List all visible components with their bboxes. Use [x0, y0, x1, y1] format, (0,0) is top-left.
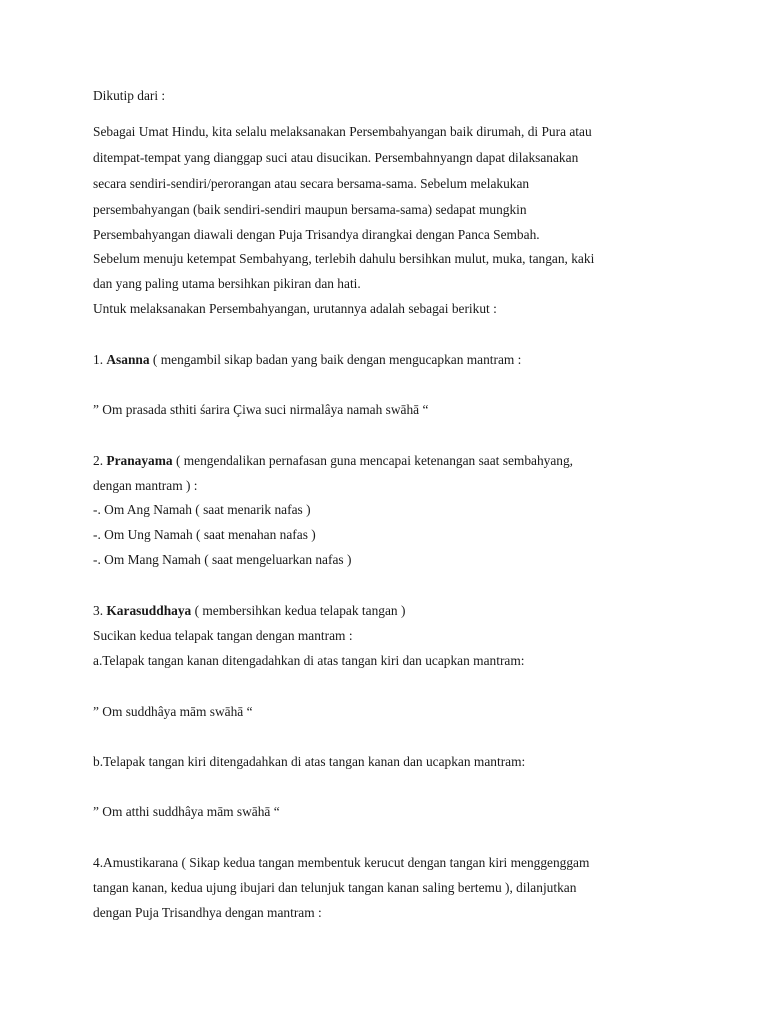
step-description: ( mengendalikan pernafasan guna mencapai ketenangan saat sembahyang, [172, 453, 574, 468]
intro-line: dan yang paling utama bersihkan pikiran dan hati. [93, 276, 361, 291]
step-number: 1. [93, 352, 107, 367]
step-title: Pranayama [106, 453, 173, 468]
step-description: ( mengambil sikap badan yang baik dengan mengucapkan mantram : [149, 352, 522, 367]
step-title: Asanna [106, 352, 150, 367]
intro-line: Sebelum menuju ketempat Sembahyang, terlebih dahulu bersihkan mulut, muka, tangan, kaki [93, 251, 595, 266]
step-2-heading [93, 452, 573, 470]
step-4-line: 4.Amustikarana ( Sikap kedua tangan membentuk kerucut dengan tangan kiri menggenggam [93, 855, 590, 870]
step-4-line: tangan kanan, kedua ujung ibujari dan telunjuk tangan kanan saling bertemu ), dilanjutkan [93, 880, 577, 895]
pranayama-item: -. Om Ung Namah ( saat menahan nafas ) [93, 527, 316, 542]
step-number: 3. [93, 603, 107, 618]
intro-line: secara sendiri-sendiri/perorangan atau secara bersama-sama. Sebelum melakukan [93, 176, 530, 191]
mantra-asanna: ” Om prasada sthiti śarira Çiwa suci nirmalâya namah swāhā “ [93, 402, 429, 417]
step-2-description-cont: dengan mantram ) : [93, 478, 198, 493]
step-description: ( membersihkan kedua telapak tangan ) [191, 603, 406, 618]
step-3a-text: a.Telapak tangan kanan ditengadahkan di atas tangan kiri dan ucapkan mantram: [93, 653, 525, 668]
mantra-atthi-suddhaya: ” Om atthi suddhâya mām swāhā “ [93, 804, 280, 819]
step-number: 2. [93, 453, 107, 468]
step-3-instruction: Sucikan kedua telapak tangan dengan mantram : [93, 628, 353, 643]
step-1-heading [93, 351, 521, 369]
intro-line: Sebagai Umat Hindu, kita selalu melaksanakan Persembahyangan baik dirumah, di Pura atau [93, 124, 592, 139]
step-title: Karasuddhaya [106, 603, 192, 618]
step-4-line: dengan Puja Trisandhya dengan mantram : [93, 905, 322, 920]
step-3-heading [93, 602, 405, 620]
step-3b-text: b.Telapak tangan kiri ditengadahkan di atas tangan kanan dan ucapkan mantram: [93, 754, 526, 769]
mantra-suddhaya: ” Om suddhâya mām swāhā “ [93, 704, 253, 719]
intro-line: ditempat-tempat yang dianggap suci atau disucikan. Persembahnyangn dapat dilaksanakan [93, 150, 579, 165]
intro-line: Untuk melaksanakan Persembahyangan, urutannya adalah sebagai berikut : [93, 301, 497, 316]
pranayama-item: -. Om Mang Namah ( saat mengeluarkan nafas ) [93, 552, 352, 567]
intro-line: persembahyangan (baik sendiri-sendiri maupun bersama-sama) sedapat mungkin [93, 202, 527, 217]
source-label: Dikutip dari : [93, 88, 166, 103]
pranayama-item: -. Om Ang Namah ( saat menarik nafas ) [93, 502, 311, 517]
intro-line: Persembahyangan diawali dengan Puja Trisandya dirangkai dengan Panca Sembah. [93, 227, 540, 242]
